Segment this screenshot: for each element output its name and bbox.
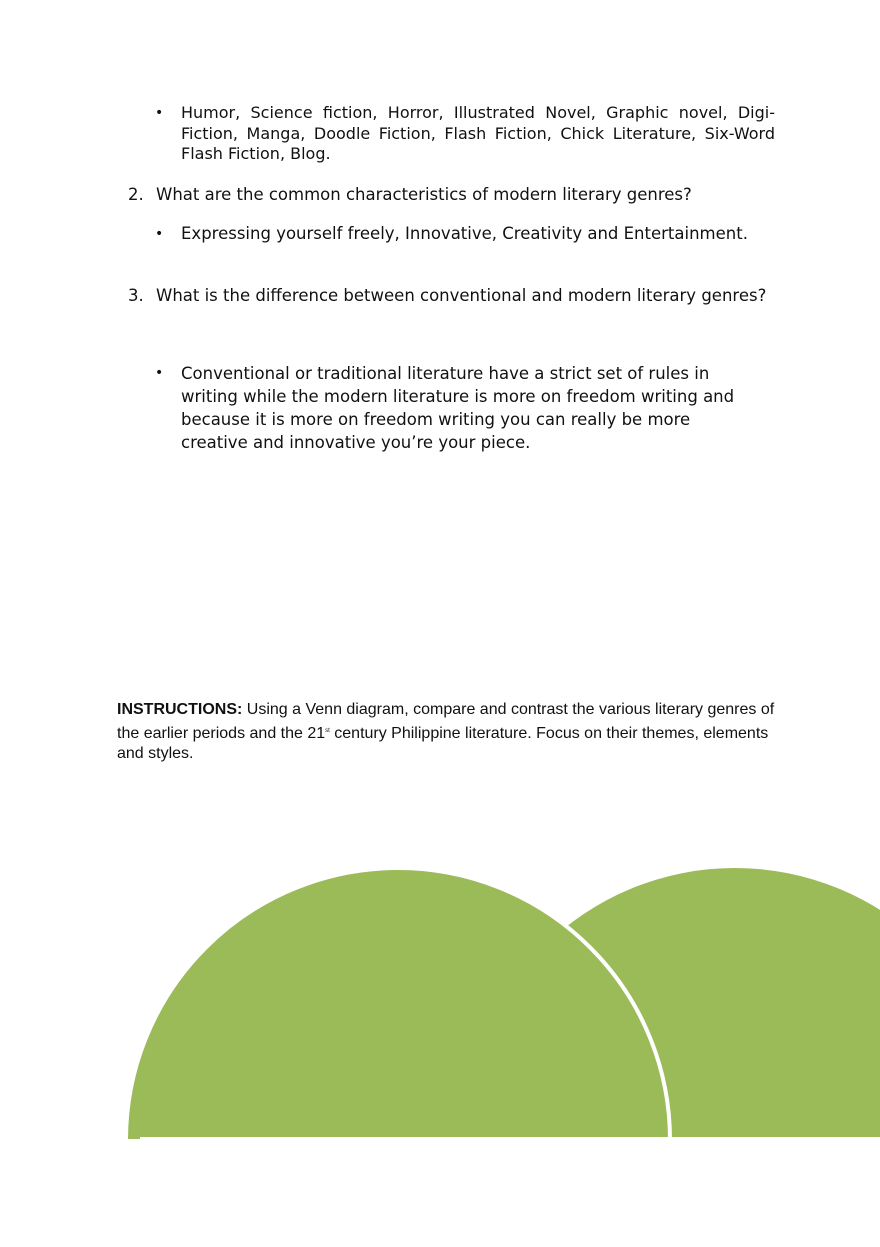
- bullet-icon: •: [155, 105, 164, 121]
- answer-1-bullet: [155, 103, 775, 165]
- venn-left-circle: [126, 868, 670, 1150]
- answer-3-bullet: [155, 362, 775, 454]
- ordinal-suffix: st: [325, 727, 330, 734]
- instructions-paragraph: [117, 700, 777, 765]
- answer-3-line: because it is more on freedom writing you can really be more: [181, 410, 691, 429]
- answer-3-line: writing while the modern literature is more on freedom writing and: [181, 387, 735, 406]
- question-3: [128, 285, 776, 306]
- bullet-icon: •: [155, 365, 164, 381]
- answer-2-bullet: [155, 224, 775, 245]
- question-2-number: 2.: [128, 185, 144, 204]
- answer-1-text: Humor, Science fiction, Horror, Illustrated Novel, Graphic novel, Digi-Fiction, Manga, Doodle Fiction, Flash Fiction, Chick Literature, Six-Word Flash Fiction, Blog.: [181, 103, 775, 163]
- question-2-text: What are the common characteristics of modern literary genres?: [156, 185, 692, 204]
- question-2: [128, 184, 776, 205]
- venn-baseline-mask: [140, 1137, 880, 1150]
- venn-diagram: [0, 850, 880, 1150]
- answer-3-text: [181, 362, 775, 454]
- question-3-text: What is the difference between conventional and modern literary genres?: [156, 286, 767, 305]
- answer-2-text: Expressing yourself freely, Innovative, Creativity and Entertainment.: [181, 224, 748, 243]
- instructions-text-1: Using a Venn diagram, compare and contrast the various literary genres of the earlier periods and the 21: [117, 701, 775, 742]
- answer-3-line: Conventional or traditional literature have a strict set of rules in: [181, 364, 710, 383]
- bullet-icon: •: [155, 226, 164, 242]
- answer-3-line: creative and innovative you’re your piece.: [181, 433, 531, 452]
- instructions-label: INSTRUCTIONS:: [117, 701, 243, 718]
- instructions-text-2: century Philippine literature. Focus on their themes, elements and styles.: [117, 724, 769, 762]
- question-3-number: 3.: [128, 286, 144, 305]
